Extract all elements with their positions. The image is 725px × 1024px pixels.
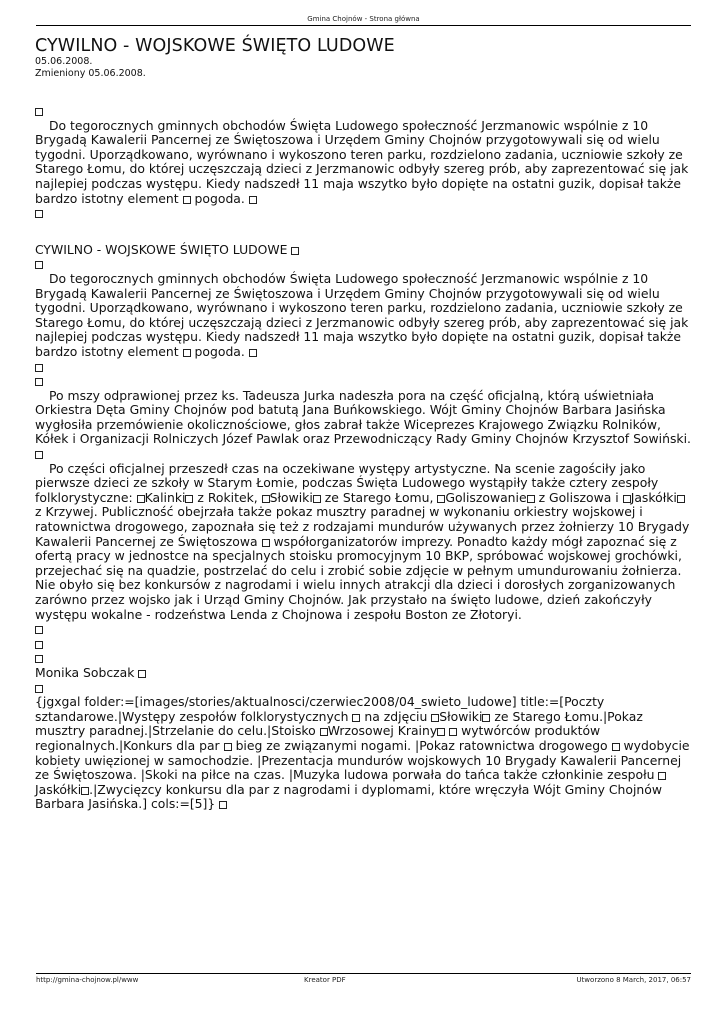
missing-glyph-icon (183, 196, 191, 204)
missing-glyph-icon (35, 364, 43, 372)
missing-glyph-icon (437, 728, 445, 736)
missing-glyph-icon (623, 495, 631, 503)
missing-glyph-icon (35, 451, 43, 459)
missing-glyph-icon (183, 349, 191, 357)
intro-paragraph: Do tegorocznych gminnych obchodów Święta Ludowego społeczność Jerzmanowic wspólnie z 10 Brygadą Kawalerii Pancernej ze Świętoszowa i Urzędem Gminy Chojnów przygotowywali się od wielu tygodni. Uporządkowano, wyrównano i wykoszono teren parku, rozdzielono zadania, uczniowie szkoły ze Starego Łomu, do której uczęszczają dzieci z Jerzmanowic odbyły szereg prób, aby zaprezentować się jak najlepiej podczas występu. Kiedy nadszedł 11 maja wszytko było dopięte na ostatni guzik, dopisał także bardzo istotny element pogoda. (35, 117, 689, 206)
missing-glyph-icon (137, 495, 145, 503)
missing-glyph-icon (219, 801, 227, 809)
header-divider (36, 25, 691, 26)
article-modified-date: Zmieniony 05.06.2008. (35, 67, 146, 79)
missing-glyph-icon (262, 539, 270, 547)
article-date: 05.06.2008. (35, 56, 93, 67)
footer-divider (36, 973, 691, 974)
article-body (35, 79, 691, 812)
missing-glyph-icon (35, 685, 43, 693)
article (35, 36, 691, 812)
intro-paragraph-repeat: Do tegorocznych gminnych obchodów Święta Ludowego społeczność Jerzmanowic wspólnie z 10 Brygadą Kawalerii Pancernej ze Świętoszowa i Urzędem Gminy Chojnów przygotowywali się od wielu tygodni. Uporządkowano, wyrównano i wykoszono teren parku, rozdzielono zadania, uczniowie szkoły ze Starego Łomu, do której uczęszczają dzieci z Jerzmanowic odbyły szereg prób, aby zaprezentować się jak najlepiej podczas występu. Kiedy nadszedł 11 maja wszytko było dopięte na ostatni guzik, dopisał także bardzo istotny element pogoda. (35, 270, 689, 359)
author-line: Monika Sobczak (35, 666, 691, 681)
missing-glyph-icon (35, 626, 43, 634)
missing-glyph-icon (313, 495, 321, 503)
missing-glyph-icon (249, 196, 257, 204)
pdf-header-title: Gmina Chojnów - Strona główna (307, 15, 420, 23)
missing-glyph-icon (138, 670, 146, 678)
missing-glyph-icon (35, 641, 43, 649)
missing-glyph-icon (35, 261, 43, 269)
missing-glyph-icon (612, 743, 620, 751)
missing-glyph-icon (224, 743, 232, 751)
missing-glyph-icon (677, 495, 685, 503)
performances-paragraph: Po części oficjalnej przeszedł czas na oczekiwane występy artystyczne. Na scenie zagościły jako pierwsze dzieci ze szkoły w Starym Łomie, podczas Święta Ludowego wystąpiły także cztery zespoły folklorystyczne: Kalinki z Rokitek, Słowiki ze Starego Łomu, Goliszowanie z Goliszowa i Jaskółki z Krzywej. Publiczność obejrzała także pokaz musztry paradnej w wykonaniu orkiestry wojskowej i ratownictwa drogowego, zapoznała się też z rodzajami mundurów używanych przez żołnierzy 10 Brygady Kawalerii Pancernej ze Świętoszowa współorganizatorów imprezy. Ponadto każdy mógł zapoznać się z ofertą pracy w jednostce na specjalnych stoisku promocyjnym 10 BKP, spróbować wojskowej grochówki, przejechać się na quadzie, postrzelać do celu i zrobić sobie zdjęcie w pełnym umundurowaniu żołnierza. Nie obyło się bez konkursów z nagrodami i wielu innych atrakcji dla dzieci i dorosłych zorganizowanych zarówno przez wojsko jak i Urząd Gminy Chojnów. Jak przystało na święto ludowe, dzień zakończyły występu wokalne - rodzeństwa Lenda z Chojnowa i zespołu Boston ze Złotoryi. (35, 460, 690, 622)
missing-glyph-icon (291, 247, 299, 255)
footer-url: http://gmina-chojnow.pl/www (36, 976, 139, 984)
article-title: CYWILNO - WOJSKOWE ŚWIĘTO LUDOWE (35, 36, 395, 56)
footer-generator: Kreator PDF (304, 976, 346, 984)
missing-glyph-icon (482, 714, 490, 722)
footer-created-date: Utworzono 8 March, 2017, 06:57 (576, 976, 691, 984)
article-subtitle: CYWILNO - WOJSKOWE ŚWIĘTO LUDOWE (35, 243, 691, 258)
missing-glyph-icon (35, 378, 43, 386)
missing-glyph-icon (449, 728, 457, 736)
missing-glyph-icon (81, 787, 89, 795)
missing-glyph-icon (35, 655, 43, 663)
missing-glyph-icon (352, 714, 360, 722)
missing-glyph-icon (35, 108, 43, 116)
missing-glyph-icon (185, 495, 193, 503)
missing-glyph-icon (262, 495, 270, 503)
missing-glyph-icon (35, 210, 43, 218)
missing-glyph-icon (249, 349, 257, 357)
missing-glyph-icon (320, 728, 328, 736)
mass-paragraph: Po mszy odprawionej przez ks. Tadeusza Jurka nadeszła pora na część oficjalną, którą uświetniała Orkiestra Dęta Gminy Chojnów pod batutą Jana Buńkowskiego. Wójt Gminy Chojnów Barbara Jasińska wygłosiła przemówienie okolicznościowe, głos zabrał także Wiceprezes Krajowego Związku Rolników, Kółek i Organizacji Rolniczych Józef Pawlak oraz Przewodniczący Rady Gminy Chojnów Krzysztof Sowiński. (35, 387, 691, 447)
missing-glyph-icon (527, 495, 535, 503)
missing-glyph-icon (658, 772, 666, 780)
gallery-code: {jgxgal folder:=[images/stories/aktualnosci/czerwiec2008/04_swieto_ludowe] title:=[Poczty sztandarowe.|Występy zespołów folklorystycznych na zdjęciu Słowiki ze Starego Łomu.|Pokaz musztry paradnej.|Strzelanie do celu.|Stoisko Wrzosowej Krainy wytwórców produktów regionalnych.|Konkurs dla par bieg ze związanymi nogami. |Pokaz ratownictwa drogowego wydobycie kobiety uwięzionej w samochodzie. |Prezentacja mundurów wojskowych 10 Brygady Kawalerii Pancernej ze Świętoszowa. |Skoki na piłce na czas. |Muzyka ludowa porwała do tańca także członkinie zespołu Jaskółki .|Zwycięzcy konkursu dla par z nagrodami i dyplomami, które wręczyła Wójt Gminy Chojnów Barbara Jasińska.] cols:=[5]} (35, 694, 690, 812)
